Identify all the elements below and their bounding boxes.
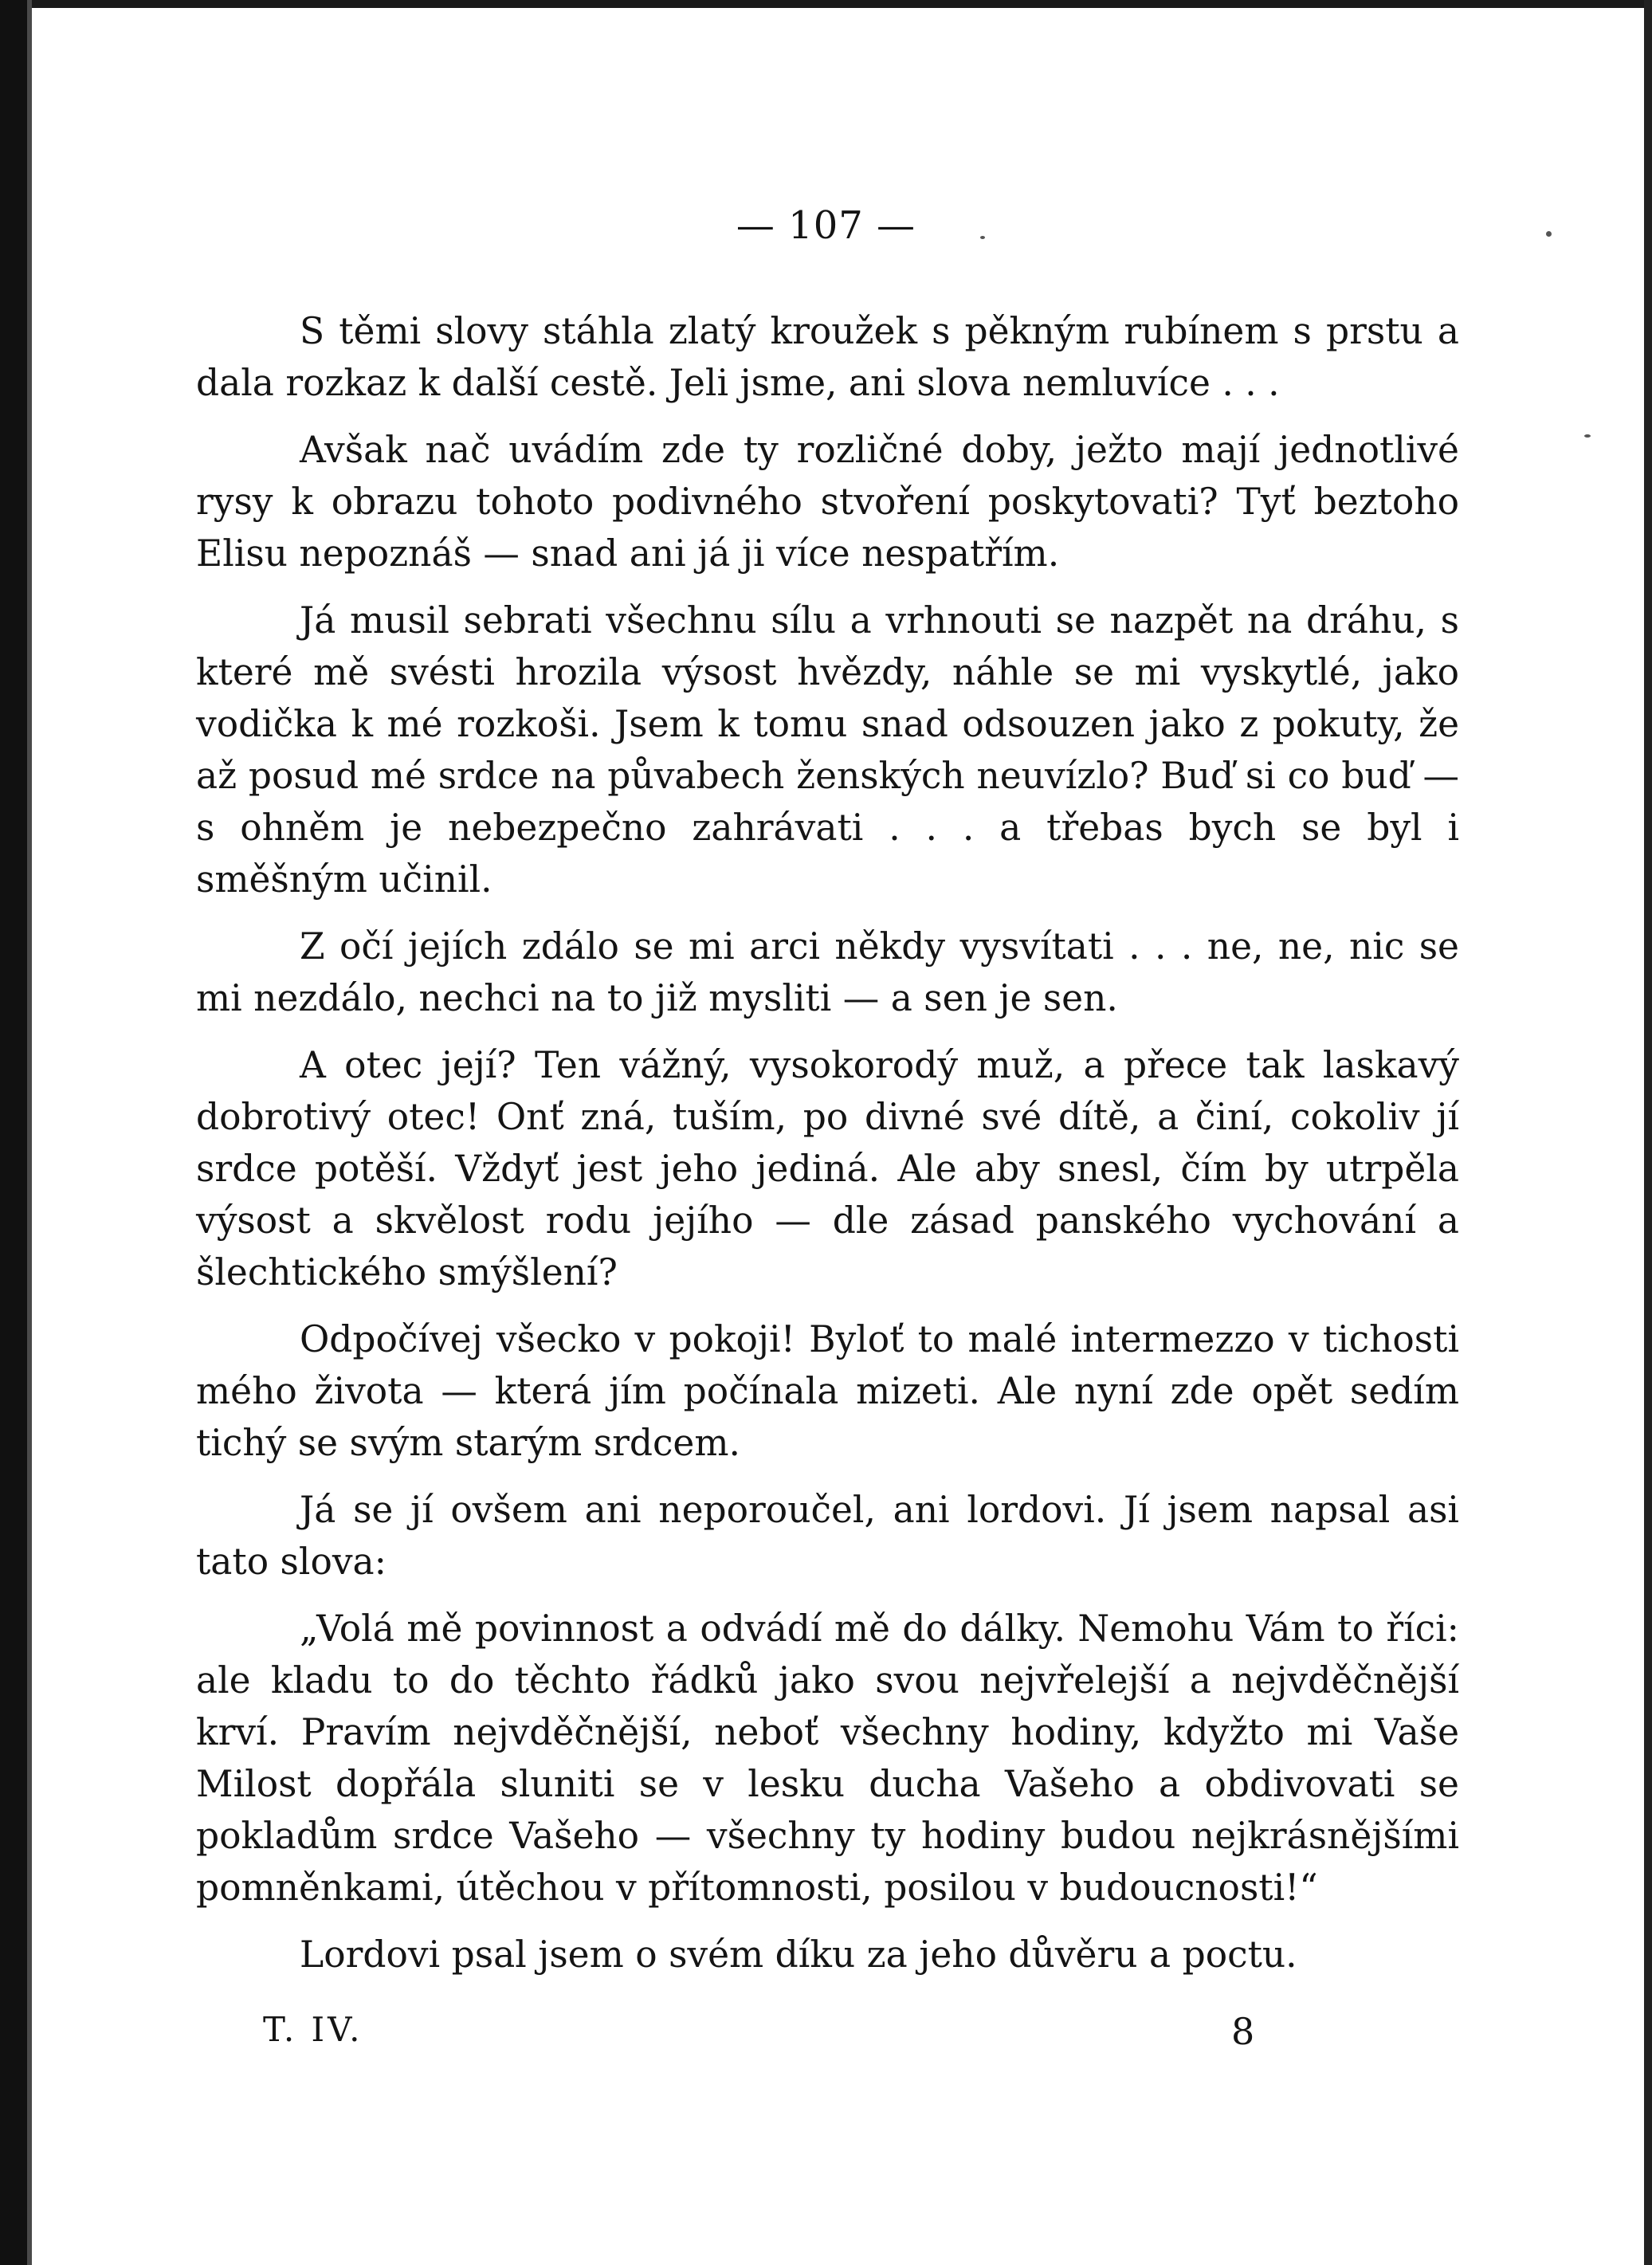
- footer-sheet-number: 8: [1231, 2010, 1255, 2053]
- page-number-header: — 107 —: [736, 203, 916, 248]
- letter-quote-paragraph: „Volá mě povinnost a odvádí mě do dálky. Nemohu Vám to říci: ale kladu to do těchto řádků jako svou nejvřelejší a nejvděčnější krví. Pravím nejvděčnější, neboť všechny hodiny, kdyžto mi Vaše Milost dopřála sluniti se v lesku ducha Vašeho a obdivovati se pokladům srdce Vašeho — všechny ty hodiny budou nejkrásnějšími pomněnkami, útěchou v přítomnosti, posilou v budoucnosti!“: [196, 1607, 1459, 1909]
- scan-speck: [1584, 434, 1591, 438]
- footer-volume-signature: T. IV.: [263, 2010, 363, 2049]
- paragraph: Avšak nač uvádím zde ty rozličné doby, ježto mají jednotlivé rysy k obrazu tohoto podivného stvoření poskytovati? Tyť beztoho Elisu nepoznáš — snad ani já ji více nespatřím.: [196, 429, 1459, 575]
- paragraph: Já se jí ovšem ani neporoučel, ani lordovi. Jí jsem napsal asi tato slova:: [196, 1489, 1459, 1583]
- body-text: [196, 305, 1459, 1980]
- scan-left-edge: [0, 0, 27, 2265]
- paragraph: Lordovi psal jsem o svém díku za jeho důvěru a poctu.: [300, 1933, 1297, 1976]
- paragraph: Z očí jejích zdálo se mi arci někdy vysvítati . . . ne, ne, nic se mi nezdálo, nechci na to již mysliti — a sen je sen.: [196, 925, 1459, 1019]
- scan-left-edge-shadow: [27, 0, 32, 2265]
- scan-right-edge: [1644, 0, 1652, 2265]
- paragraph: S těmi slovy stáhla zlatý kroužek s pěkným rubínem s prstu a dala rozkaz k další cestě. Jeli jsme, ani slova nemluvíce . . .: [196, 310, 1459, 404]
- paragraph: Odpočívej všecko v pokoji! Byloť to malé intermezzo v tichosti mého života — která jím počínala mizeti. Ale nyní zde opět sedím tichý se svým starým srdcem.: [196, 1318, 1459, 1464]
- paragraph: Já musil sebrati všechnu sílu a vrhnouti se nazpět na dráhu, s které mě svésti hrozila výsost hvězdy, náhle se mi vyskytlé, jako vodička k mé rozkoši. Jsem k tomu snad odsouzen jako z pokuty, že až posud mé srdce na půvabech ženských neuvízlo? Buď si co buď — s ohněm je nebezpečno zahrávati . . . a třebas bych se byl i směšným učinil.: [196, 599, 1459, 901]
- paragraph: A otec její? Ten vážný, vysokorodý muž, a přece tak laskavý dobrotivý otec! Onť zná, tuším, po divné své dítě, a činí, cokoliv jí srdce potěší. Vždyť jest jeho jediná. Ale aby snesl, čím by utrpěla výsost a skvělost rodu jejího — dle zásad panského vychování a šlechtického smýšlení?: [196, 1044, 1459, 1293]
- scan-top-edge: [0, 0, 1652, 8]
